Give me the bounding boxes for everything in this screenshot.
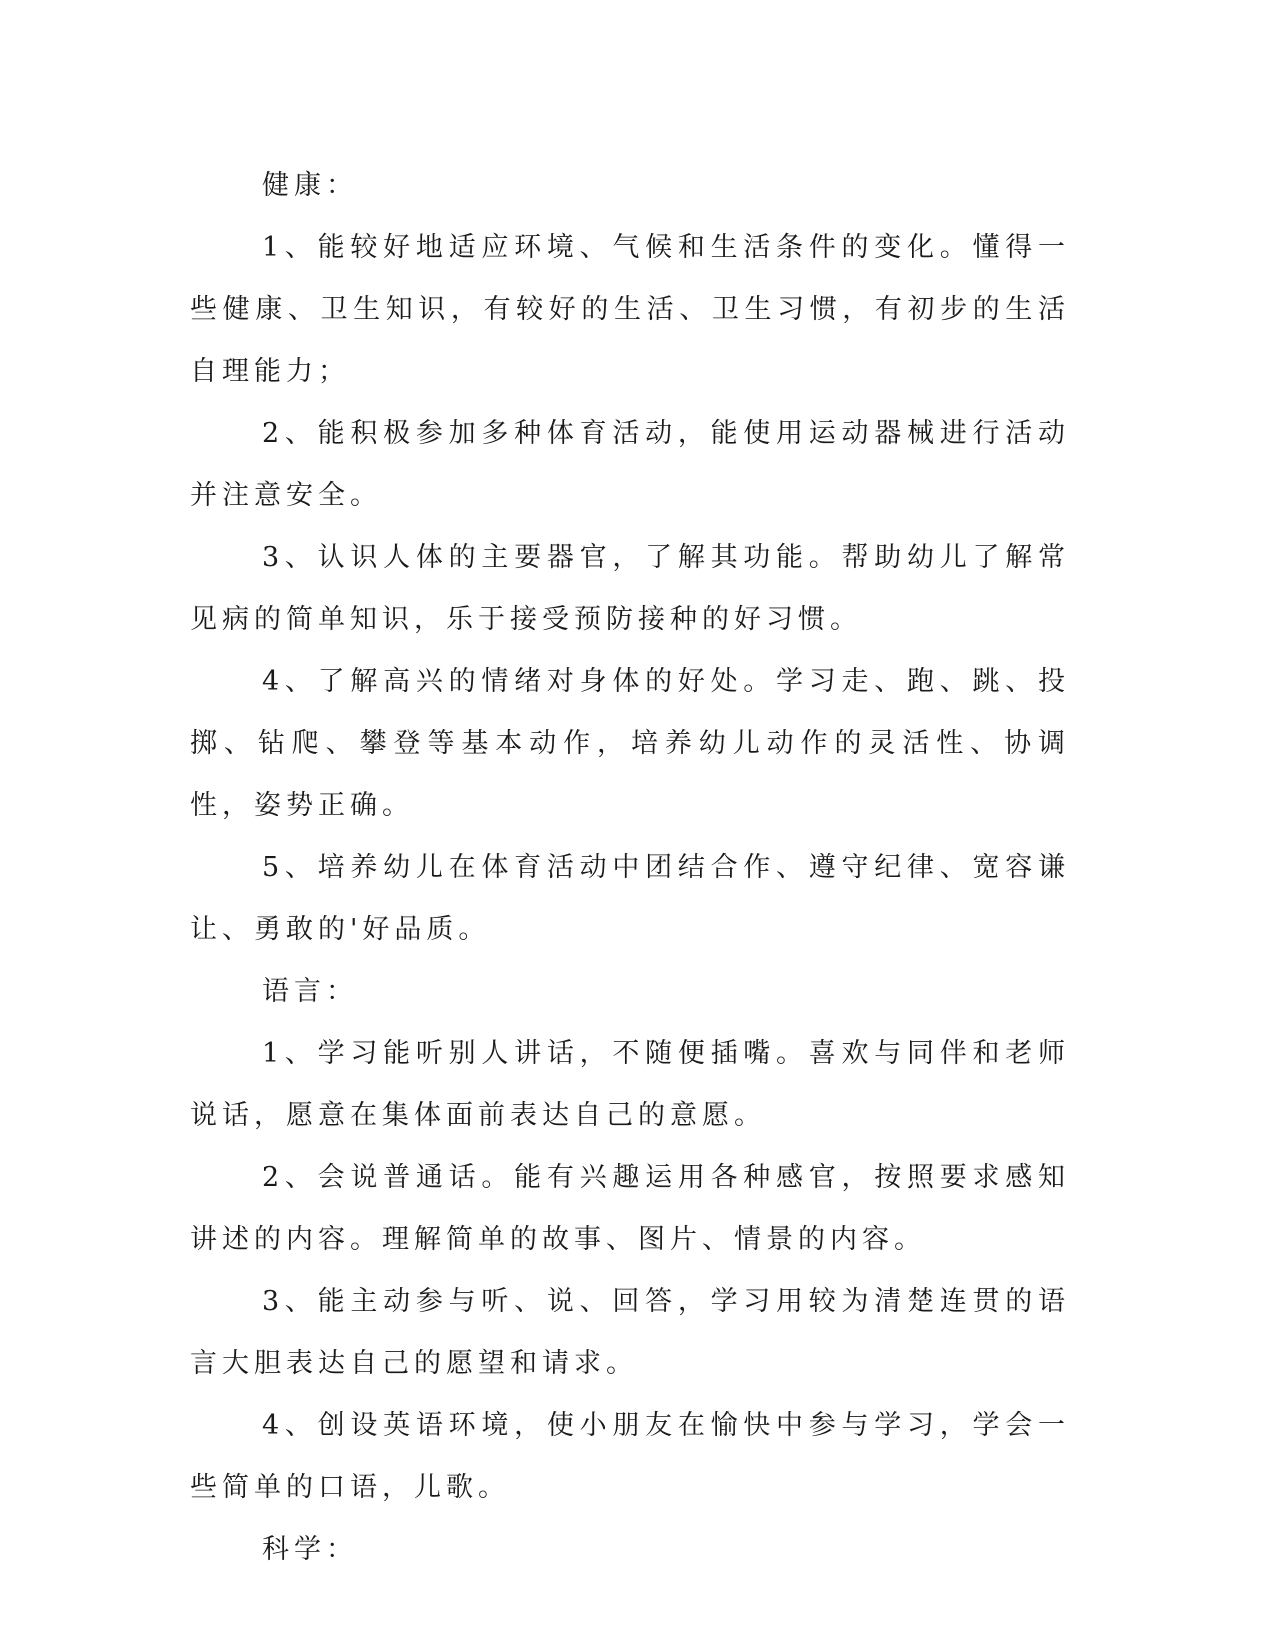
document-body bbox=[190, 155, 1070, 1581]
paragraph-health-5: 5、培养幼儿在体育活动中团结合作、遵守纪律、宽容谦让、勇敢的'好品质。 bbox=[190, 852, 1070, 945]
paragraph-health-3: 3、认识人体的主要器官，了解其功能。帮助幼儿了解常见病的简单知识，乐于接受预防接种的好习惯。 bbox=[190, 542, 1070, 635]
paragraph-health-4: 4、了解高兴的情绪对身体的好处。学习走、跑、跳、投掷、钻爬、攀登等基本动作，培养幼儿动作的灵活性、协调性，姿势正确。 bbox=[190, 666, 1070, 821]
paragraph-language-3: 3、能主动参与听、说、回答，学习用较为清楚连贯的语言大胆表达自己的愿望和请求。 bbox=[190, 1286, 1070, 1379]
section-heading-health: 健康： bbox=[262, 170, 358, 201]
paragraph-health-2: 2、能积极参加多种体育活动，能使用运动器械进行活动并注意安全。 bbox=[190, 418, 1070, 511]
paragraph-health-1: 1、能较好地适应环境、气候和生活条件的变化。懂得一些健康、卫生知识，有较好的生活、卫生习惯，有初步的生活自理能力； bbox=[190, 232, 1070, 387]
paragraph-language-2: 2、会说普通话。能有兴趣运用各种感官，按照要求感知讲述的内容。理解简单的故事、图片、情景的内容。 bbox=[190, 1162, 1070, 1255]
paragraph-language-1: 1、学习能听别人讲话，不随便插嘴。喜欢与同伴和老师说话，愿意在集体面前表达自己的意愿。 bbox=[190, 1038, 1070, 1131]
section-heading-science: 科学： bbox=[262, 1534, 358, 1565]
paragraph-language-4: 4、创设英语环境，使小朋友在愉快中参与学习，学会一些简单的口语，儿歌。 bbox=[190, 1410, 1070, 1503]
section-heading-language: 语言： bbox=[262, 976, 358, 1007]
